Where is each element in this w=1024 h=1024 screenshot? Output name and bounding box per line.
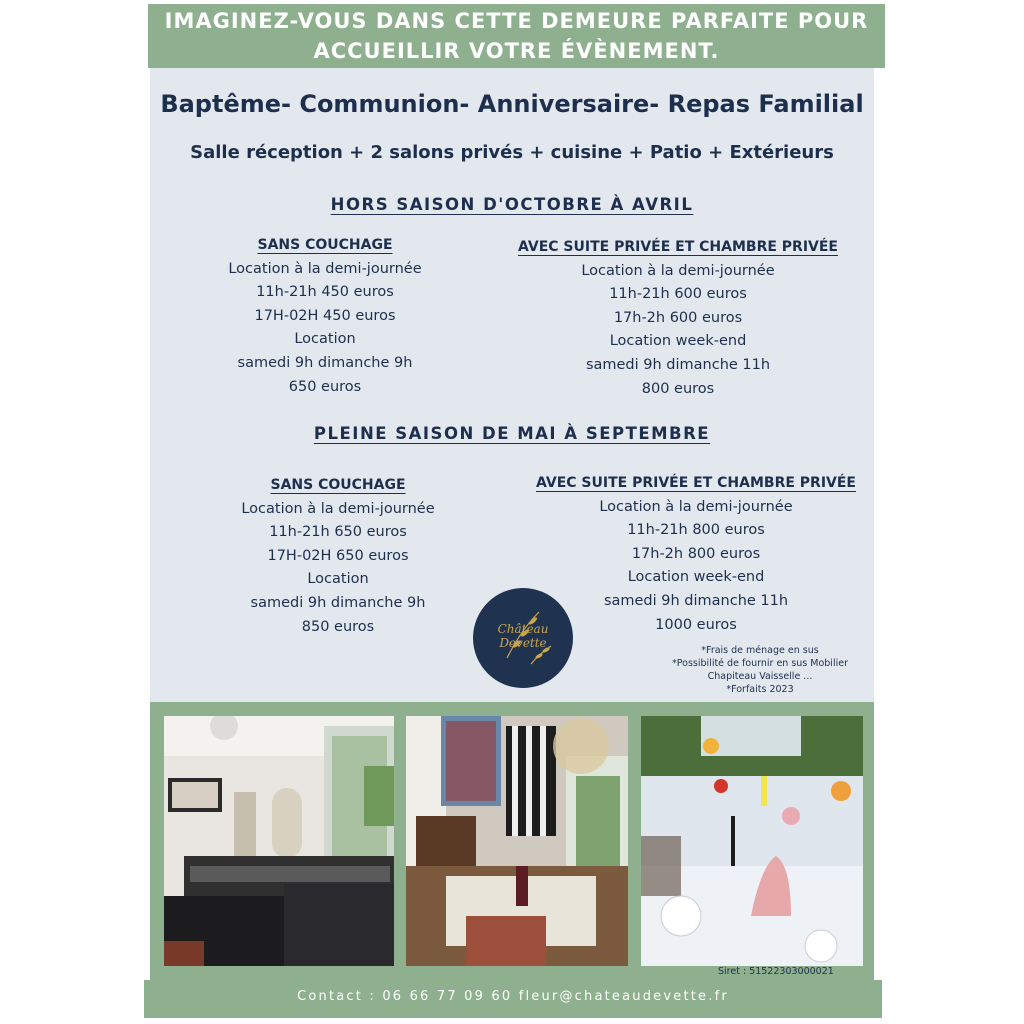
price-line: 850 euros	[301, 618, 375, 635]
price-line: samedi 9h dimanche 9h	[237, 354, 413, 371]
off-season-heading: HORS SAISON D'OCTOBRE À AVRIL	[330, 195, 694, 214]
off-season-no-bed-column	[205, 234, 445, 399]
venue-features-subtitle: Salle réception + 2 salons privés + cuisine + Patio + Extérieurs	[190, 142, 834, 163]
footnotes	[640, 644, 880, 696]
price-line: Location week-end	[609, 333, 747, 350]
high-season-suite-column	[526, 472, 866, 637]
price-line: Location à la demi-journée	[581, 262, 775, 279]
chateau-logo	[473, 588, 573, 688]
price-line: 650 euros	[288, 378, 362, 395]
price-line: samedi 9h dimanche 11h	[585, 356, 771, 373]
price-line: 800 euros	[641, 380, 715, 397]
high-season-no-bed-header: SANS COUCHAGE	[270, 477, 406, 493]
high-season-suite-header: AVEC SUITE PRIVÉE ET CHAMBRE PRIVÉE	[535, 475, 856, 491]
high-season-heading: PLEINE SAISON DE MAI À SEPTEMBRE	[313, 424, 711, 443]
price-line: Location à la demi-journée	[228, 260, 422, 277]
price-line: samedi 9h dimanche 11h	[603, 592, 789, 609]
price-line: 17H-02H 650 euros	[267, 547, 409, 564]
price-line: 11h-21h 650 euros	[269, 524, 407, 541]
footnote: *Frais de ménage en sus	[701, 645, 819, 656]
price-line: Location week-end	[627, 569, 765, 586]
header-banner	[148, 4, 885, 68]
price-line: 17h-2h 800 euros	[631, 545, 761, 562]
price-line: 11h-21h 450 euros	[256, 284, 394, 301]
contact-footer: Contact : 06 66 77 09 60 fleur@chateaudevette.fr	[144, 980, 882, 1018]
footnote: *Forfaits 2023	[726, 684, 794, 695]
price-line: 17H-02H 450 euros	[254, 307, 396, 324]
price-line: Location	[307, 571, 369, 588]
price-line: samedi 9h dimanche 9h	[250, 594, 426, 611]
kitchen-photo	[164, 716, 394, 966]
price-line: Location à la demi-journée	[599, 498, 793, 515]
logo-text: Château Devette	[497, 622, 549, 650]
siret-number: Siret : 51522303000021	[718, 966, 834, 977]
price-line: Location à la demi-journée	[241, 500, 435, 517]
high-season-no-bed-column	[218, 474, 458, 639]
garden-table-photo	[641, 716, 863, 966]
off-season-suite-column	[508, 236, 848, 401]
price-line: 11h-21h 800 euros	[627, 522, 765, 539]
banner-line-2: ACCUEILLIR VOTRE ÉVÈNEMENT.	[313, 39, 720, 63]
price-line: 11h-21h 600 euros	[609, 286, 747, 303]
event-types-title: Baptême- Communion- Anniversaire- Repas Familial	[160, 90, 864, 118]
price-line: Location	[294, 331, 356, 348]
footnote: *Possibilité de fournir en sus Mobilier	[672, 658, 848, 669]
banner-line-1: IMAGINEZ-VOUS DANS CETTE DEMEURE PARFAITE POUR	[164, 9, 869, 33]
off-season-no-bed-header: SANS COUCHAGE	[257, 237, 393, 253]
price-line: 1000 euros	[655, 616, 737, 633]
footnote: Chapiteau Vaisselle ...	[707, 671, 813, 682]
dining-room-photo	[406, 716, 628, 966]
price-line: 17h-2h 600 euros	[613, 309, 743, 326]
off-season-suite-header: AVEC SUITE PRIVÉE ET CHAMBRE PRIVÉE	[517, 239, 838, 255]
